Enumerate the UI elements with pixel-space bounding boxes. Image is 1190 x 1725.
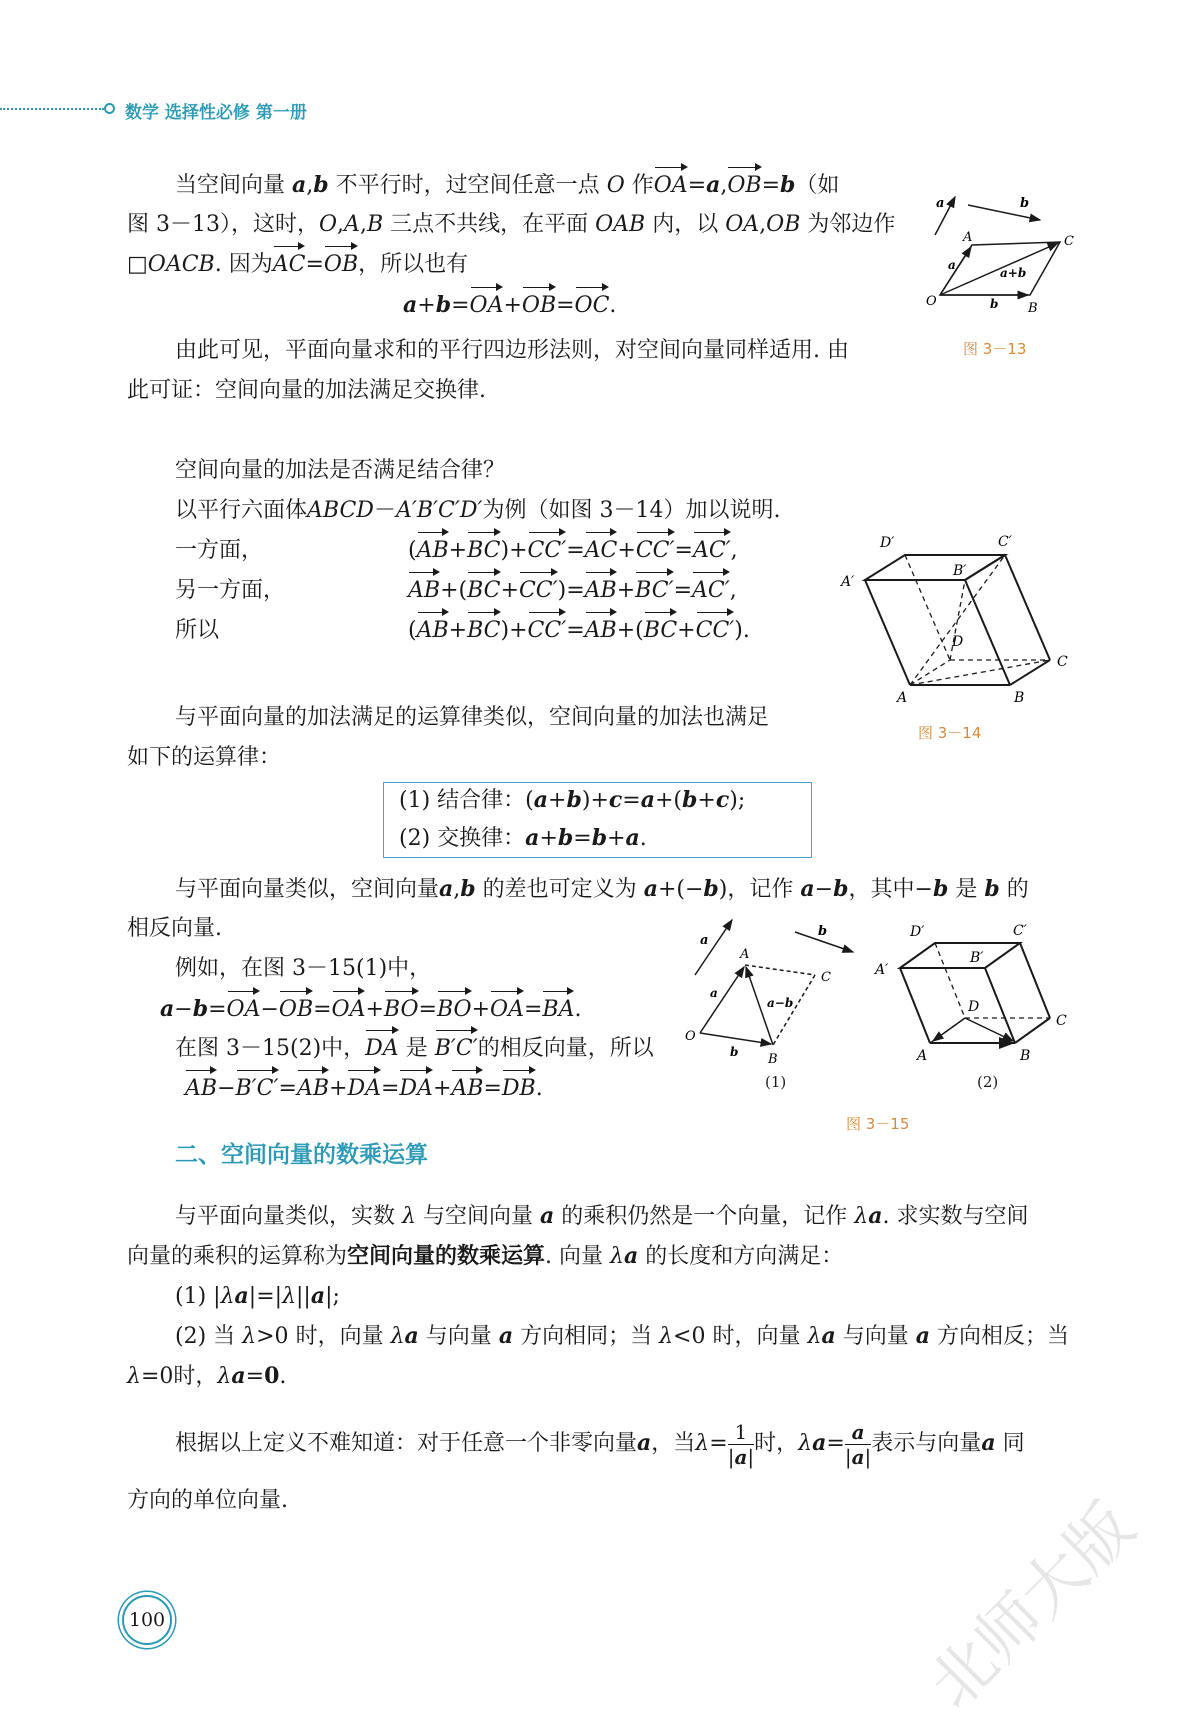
svg-text:A: A [917, 1048, 928, 1064]
svg-text:b: b [818, 924, 828, 939]
svg-text:B: B [1014, 690, 1025, 706]
para5-line3: 例如，在图 3－15(1)中， [175, 956, 432, 981]
svg-text:D: D [952, 634, 964, 650]
svg-text:a: a [936, 196, 945, 211]
figure-3-13 [910, 185, 1080, 320]
para1-line3: □OACB. 因为AC=OB，所以也有 [127, 245, 468, 285]
section-title: 二、空间向量的数乘运算 [175, 1142, 428, 1168]
caption-fig-3-14: 图 3－14 [918, 724, 982, 742]
para3-line2: 以平行六面体ABCD－A′B′C′D′为例（如图 3－14）加以说明. [175, 498, 781, 523]
svg-text:C′: C′ [998, 534, 1012, 550]
assoc-label-1: 一方面， [175, 538, 264, 563]
svg-text:B: B [1028, 301, 1038, 316]
para6-line1: 与平面向量类似，实数 λ 与空间向量 a 的乘积仍然是一个向量，记作 λa. 求实数与空间 [175, 1203, 1029, 1229]
law-box [383, 782, 812, 858]
caption-fig-3-13: 图 3－13 [963, 340, 1027, 358]
figure-3-14 [835, 530, 1075, 710]
svg-text:B′: B′ [970, 950, 984, 966]
header-dot [104, 103, 115, 114]
svg-text:b: b [990, 297, 999, 311]
para1-line1: 当空间向量 a,b 不平行时，过空间任意一点 O 作OA=a,OB=b（如 [175, 165, 839, 206]
svg-text:D′: D′ [880, 535, 895, 551]
para5-line1: 与平面向量类似，空间向量a,b 的差也可定义为 a+(−b)，记作 a−b，其中−b 是 b 的 [175, 876, 1029, 902]
svg-text:A′: A′ [841, 574, 855, 590]
para5-line5: 在图 3－15(2)中，DA 是 B′C′的相反向量，所以 [175, 1029, 654, 1069]
svg-text:a−b: a−b [767, 996, 794, 1010]
svg-text:C: C [1057, 654, 1068, 670]
caption-fig-3-15: 图 3－15 [846, 1115, 910, 1133]
svg-text:b: b [1020, 196, 1030, 211]
para7-line1: 根据以上定义不难知道：对于任意一个非零向量a，当λ= $\frac{1}{|a|}$ 时，λa= $\frac{a}{|a|}$ 表示与向量a 同 [175, 1419, 1025, 1469]
svg-text:D: D [968, 999, 980, 1015]
svg-text:C: C [1056, 1013, 1067, 1029]
svg-text:a: a [948, 258, 956, 272]
svg-text:a: a [700, 933, 709, 948]
assoc-label-3: 所以 [175, 618, 220, 643]
para6-cond2-cont: λ=0时，λa=0. [127, 1363, 287, 1389]
caption-fig-3-15-sub2: (2) [977, 1073, 999, 1091]
svg-text:A: A [740, 947, 750, 962]
svg-text:O: O [926, 294, 937, 309]
para2-line1: 由此可见，平面向量求和的平行四边形法则，对空间向量同样适用. 由 [175, 338, 849, 363]
assoc-formula-2: AB+(BC+CC′)=AB+BC′=AC′, [408, 571, 737, 611]
para6-cond2: (2) 当 λ>0 时，向量 λa 与向量 a 方向相同；当 λ<0 时，向量 λa 与向量 a 方向相反；当 [175, 1323, 1070, 1349]
para6-cond1: (1) |λa|=|λ||a|; [175, 1283, 340, 1309]
page-number: 100 [122, 1595, 172, 1645]
watermark: 北师大版 [915, 1489, 1149, 1723]
header-title: 数学 选择性必修 第一册 [125, 103, 307, 123]
svg-text:b: b [730, 1045, 739, 1059]
caption-fig-3-15-sub1: (1) [765, 1073, 787, 1091]
opposite-formula: AB−B′C′=AB+DA=DA+AB=DB. [185, 1069, 543, 1109]
para7-line2: 方向的单位向量. [127, 1488, 288, 1513]
para3-question: 空间向量的加法是否满足结合律？ [175, 458, 506, 483]
para4-line2: 如下的运算律： [127, 745, 282, 770]
diff-formula: a−b=OA−OB=OA+BO=BO+OA=BA. [160, 989, 581, 1030]
para2-line2: 此可证：空间向量的加法满足交换律. [127, 378, 486, 403]
assoc-label-2: 另一方面， [175, 578, 286, 603]
header-rule [0, 108, 104, 110]
svg-text:C: C [1064, 234, 1074, 249]
svg-text:B′: B′ [953, 563, 967, 579]
svg-text:a+b: a+b [1000, 266, 1027, 280]
svg-text:A: A [897, 690, 908, 706]
svg-text:C′: C′ [1013, 923, 1027, 939]
svg-text:C: C [821, 970, 831, 985]
figure-3-15-2 [870, 918, 1080, 1068]
para1-line2: 图 3－13），这时，O,A,B 三点不共线，在平面 OAB 内，以 OA,OB 为邻边作 [127, 212, 896, 237]
svg-text:B: B [768, 1052, 778, 1067]
svg-text:D′: D′ [910, 924, 925, 940]
law-commutative: (2) 交换律：a+b=b+a. [399, 825, 647, 851]
para5-line2: 相反向量. [127, 916, 222, 941]
para6-line2: 向量的乘积的运算称为空间向量的数乘运算. 向量 λa 的长度和方向满足： [127, 1243, 844, 1269]
law-associative: (1) 结合律：(a+b)+c=a+(b+c); [399, 787, 746, 813]
svg-text:a: a [710, 986, 718, 1000]
formula-sum: a+b=OA+OB=OC. [403, 285, 616, 326]
para4-line1: 与平面向量的加法满足的运算律类似，空间向量的加法也满足 [175, 705, 770, 730]
assoc-formula-1: (AB+BC)+CC′=AC+CC′=AC′, [408, 531, 738, 571]
svg-text:A: A [963, 230, 973, 245]
svg-text:O: O [685, 1029, 696, 1044]
svg-text:A′: A′ [875, 962, 889, 978]
assoc-formula-3: (AB+BC)+CC′=AB+(BC+CC′). [408, 611, 750, 651]
svg-text:B: B [1020, 1048, 1031, 1064]
figure-3-15-1 [685, 915, 865, 1070]
